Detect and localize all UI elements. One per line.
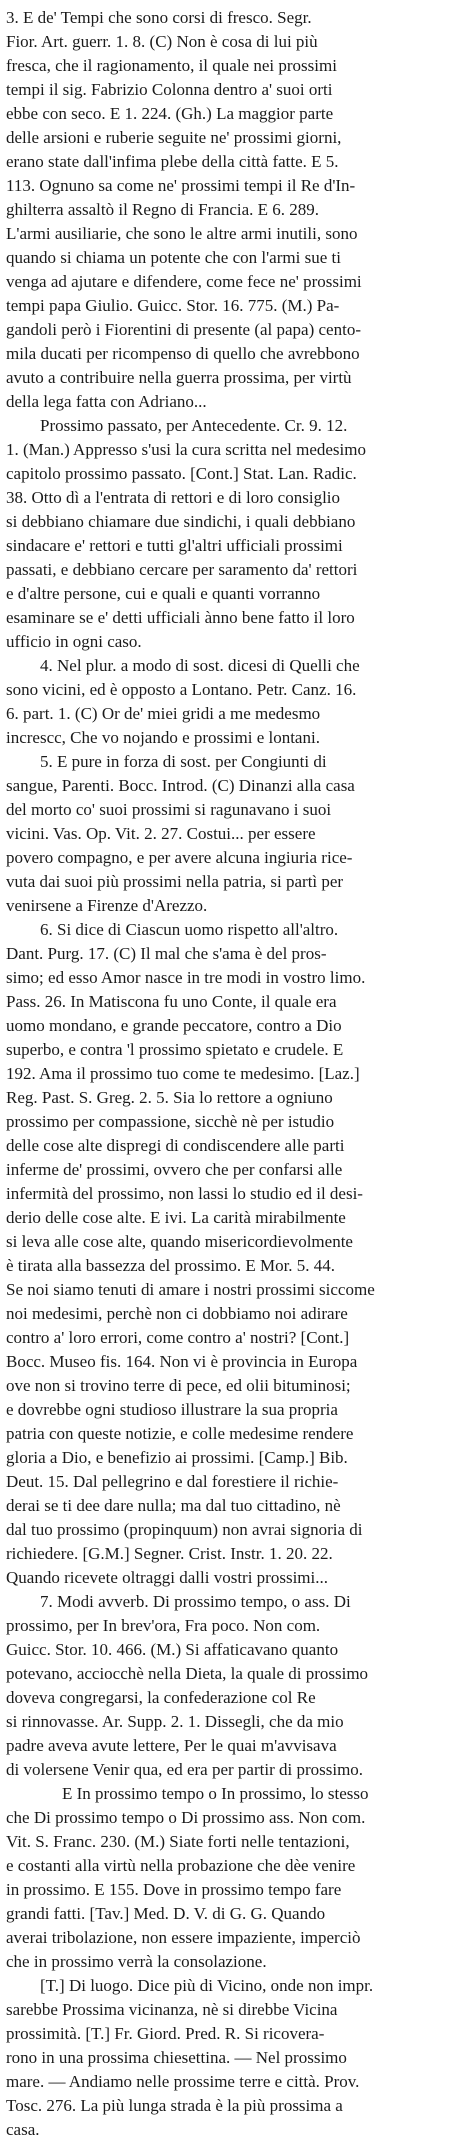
di-luogo-entry: [6, 1974, 468, 2142]
text-line: sono vicini, ed è opposto a Lontano. Petr. Canz. 16.: [6, 680, 357, 699]
sense-5-entry: [6, 750, 468, 918]
text-line: sangue, Parenti. Bocc. Introd. (C) Dinanzi alla casa: [6, 776, 355, 795]
text-line: e d'altre persone, cui e quali e quanti vorranno: [6, 584, 321, 603]
text-line: 3. E de' Tempi che sono corsi di fresco. Segr.: [6, 8, 312, 27]
text-line: ove non si trovino terre di pece, ed olii bituminosi;: [6, 1376, 351, 1395]
text-line: povero compagno, e per avere alcuna ingiuria rice-: [6, 848, 353, 867]
text-line: noi medesimi, perchè non ci dobbiamo noi adirare: [6, 1304, 348, 1323]
text-line: 38. Otto dì a l'entrata di rettori e di loro consiglio: [6, 488, 341, 507]
text-line: si leva alle cose alte, quando misericordievolmente: [6, 1232, 353, 1251]
text-line: 7. Modi avverb. Di prossimo tempo, o ass. Di: [40, 1592, 351, 1611]
sense-3-entry: [6, 6, 468, 414]
text-line: Tosc. 276. La più lunga strada è la più prossima a: [6, 2096, 343, 2115]
text-line: casa.: [6, 2120, 40, 2139]
text-line: 192. Ama il prossimo tuo come te medesimo. [Laz.]: [6, 1064, 360, 1083]
text-line: infermità del prossimo, non lassi lo studio ed il desi-: [6, 1184, 363, 1203]
text-line: L'armi ausiliarie, che sono le altre armi inutili, sono: [6, 224, 358, 243]
text-line: sindacare e' rettori e tutti gl'altri ufficiali prossimi: [6, 536, 343, 555]
text-line: si debbiano chiamare due sindichi, i quali debbiano: [6, 512, 356, 531]
text-line: ufficio in ogni caso.: [6, 632, 142, 651]
text-line: 1. (Man.) Appresso s'usi la cura scritta nel medesimo: [6, 440, 366, 459]
text-line: venirsene a Firenze d'Arezzo.: [6, 896, 208, 915]
text-line: passati, e debbiano cercare per saramento da' rettori: [6, 560, 358, 579]
text-line: Vit. S. Franc. 230. (M.) Siate forti nelle tentazioni,: [6, 1832, 350, 1851]
text-line: quando si chiama un potente che con l'armi sue ti: [6, 248, 341, 267]
text-line: Fior. Art. guerr. 1. 8. (C) Non è cosa di lui più: [6, 32, 318, 51]
text-line: erano state dall'infima plebe della città fatte. E 5.: [6, 152, 339, 171]
text-line: Bocc. Museo fis. 164. Non vi è provincia in Europa: [6, 1352, 358, 1371]
text-line: tempi papa Giulio. Guicc. Stor. 16. 775. (M.) Pa-: [6, 296, 340, 315]
text-line: 113. Ognuno sa come ne' prossimi tempi il Re d'In-: [6, 176, 356, 195]
text-line: fresca, che il ragionamento, il quale nei prossimi: [6, 56, 337, 75]
text-line: Pass. 26. In Matiscona fu uno Conte, il quale era: [6, 992, 337, 1011]
text-line: mare. — Andiamo nelle prossime terre e città. Prov.: [6, 2072, 360, 2091]
text-line: grandi fatti. [Tav.] Med. D. V. di G. G. Quando: [6, 1904, 326, 1923]
text-line: si rinnovasse. Ar. Supp. 2. 1. Dissegli, che da mio: [6, 1712, 344, 1731]
text-line: 4. Nel plur. a modo di sost. dicesi di Quelli che: [40, 656, 360, 675]
text-line: prossimità. [T.] Fr. Giord. Pred. R. Si ricovera-: [6, 2024, 325, 2043]
text-line: avuto a contribuire nella guerra prossima, per virtù: [6, 368, 352, 387]
text-line: ghilterra assaltò il Regno di Francia. E 6. 289.: [6, 200, 320, 219]
text-line: dal tuo prossimo (propinquum) non avrai signoria di: [6, 1520, 363, 1539]
text-line: potevano, acciocchè nella Dieta, la quale di prossimo: [6, 1664, 369, 1683]
text-line: derio delle cose alte. E ivi. La carità mirabilmente: [6, 1208, 346, 1227]
text-line: venga ad ajutare e difendere, come fece ne' prossimi: [6, 272, 362, 291]
text-line: vuta dai suoi più prossimi nella patria, si partì per: [6, 872, 344, 891]
text-line: Reg. Past. S. Greg. 2. 5. Sia lo rettore a ogniuno: [6, 1088, 333, 1107]
text-line: sarebbe Prossima vicinanza, nè si direbbe Vicina: [6, 2000, 338, 2019]
text-line: Prossimo passato, per Antecedente. Cr. 9. 12.: [40, 416, 348, 435]
text-line: che in prossimo verrà la consolazione.: [6, 1952, 267, 1971]
text-line: mila ducati per ricompenso di quello che avrebbono: [6, 344, 360, 363]
in-prossimo-tempo-entry: [6, 1782, 468, 1974]
text-line: delle cose alte dispregi di condiscendere alle parti: [6, 1136, 345, 1155]
sense-6-entry: [6, 918, 468, 1590]
text-line: simo; ed esso Amor nasce in tre modi in vostro limo.: [6, 968, 366, 987]
text-line: inferme de' prossimi, ovvero che per confarsi alle: [6, 1160, 343, 1179]
text-line: [T.] Di luogo. Dice più di Vicino, onde non impr.: [40, 1976, 374, 1995]
text-line: gandoli però i Fiorentini di presente (al papa) cento-: [6, 320, 361, 339]
text-line: 5. E pure in forza di sost. per Congiunti di: [40, 752, 327, 771]
text-line: e dovrebbe ogni studioso illustrare la sua propria: [6, 1400, 338, 1419]
sense-4-entry: [6, 654, 468, 750]
sense-7-entry: [6, 1590, 468, 1782]
text-line: tempi il sig. Fabrizio Colonna dentro a' suoi orti: [6, 80, 333, 99]
text-line: padre aveva avute lettere, Per le quai m'avvisava: [6, 1736, 337, 1755]
text-line: prossimo per compassione, sicchè nè per istudio: [6, 1112, 335, 1131]
text-line: derai se ti dee dare nulla; ma dal tuo cittadino, nè: [6, 1496, 341, 1515]
text-line: della lega fatta con Adriano...: [6, 392, 207, 411]
text-line: uomo mondano, e grande peccatore, contro a Dio: [6, 1016, 342, 1035]
text-line: averai tribolazione, non essere impaziente, imperciò: [6, 1928, 361, 1947]
text-line: prossimo, per In brev'ora, Fra poco. Non com.: [6, 1616, 321, 1635]
text-line: increscc, Che vo nojando e prossimi e lontani.: [6, 728, 320, 747]
text-line: 6. part. 1. (C) Or de' miei gridi a me medesmo: [6, 704, 321, 723]
text-line: Quando ricevete oltraggi dalli vostri prossimi...: [6, 1568, 328, 1587]
text-line: e costanti alla virtù nella probazione che dèe venire: [6, 1856, 356, 1875]
text-line: del morto co' suoi prossimi si ragunavano i suoi: [6, 800, 332, 819]
text-line: è tirata alla bassezza del prossimo. E Mor. 5. 44.: [6, 1256, 336, 1275]
text-line: Dant. Purg. 17. (C) Il mal che s'ama è del pros-: [6, 944, 327, 963]
text-line: doveva congregarsi, la confederazione col Re: [6, 1688, 316, 1707]
text-line: 6. Si dice di Ciascun uomo rispetto all'altro.: [40, 920, 339, 939]
text-line: capitolo prossimo passato. [Cont.] Stat. Lan. Radic.: [6, 464, 357, 483]
text-line: superbo, e contra 'l prossimo spietato e crudele. E: [6, 1040, 344, 1059]
text-line: ebbe con seco. E 1. 224. (Gh.) La maggior parte: [6, 104, 334, 123]
text-line: di volersene Venir qua, ed era per partir di prossimo.: [6, 1760, 364, 1779]
text-line: che Di prossimo tempo o Di prossimo ass. Non com.: [6, 1808, 366, 1827]
text-line: patria con queste notizie, e colle medesime rendere: [6, 1424, 354, 1443]
text-line: richiedere. [G.M.] Segner. Crist. Instr. 1. 20. 22.: [6, 1544, 333, 1563]
text-line: esaminare se e' detti ufficiali ànno bene fatto il loro: [6, 608, 355, 627]
text-line: Se noi siamo tenuti di amare i nostri prossimi siccome: [6, 1280, 375, 1299]
text-line: vicini. Vas. Op. Vit. 2. 27. Costui... per essere: [6, 824, 316, 843]
text-line: gloria a Dio, e benefizio ai prossimi. [Camp.] Bib.: [6, 1448, 348, 1467]
text-line: rono in una prossima chiesettina. — Nel prossimo: [6, 2048, 347, 2067]
text-line: Deut. 15. Dal pellegrino e dal forestiere il richie-: [6, 1472, 339, 1491]
text-line: E In prossimo tempo o In prossimo, lo stesso: [62, 1784, 369, 1803]
prossimo-passato-entry: [6, 414, 468, 654]
text-line: Guicc. Stor. 10. 466. (M.) Si affaticavano quanto: [6, 1640, 339, 1659]
text-line: contro a' loro errori, come contro a' nostri? [Cont.]: [6, 1328, 350, 1347]
text-line: delle arsioni e ruberie seguite ne' prossimi giorni,: [6, 128, 342, 147]
text-line: in prossimo. E 155. Dove in prossimo tempo fare: [6, 1880, 342, 1899]
